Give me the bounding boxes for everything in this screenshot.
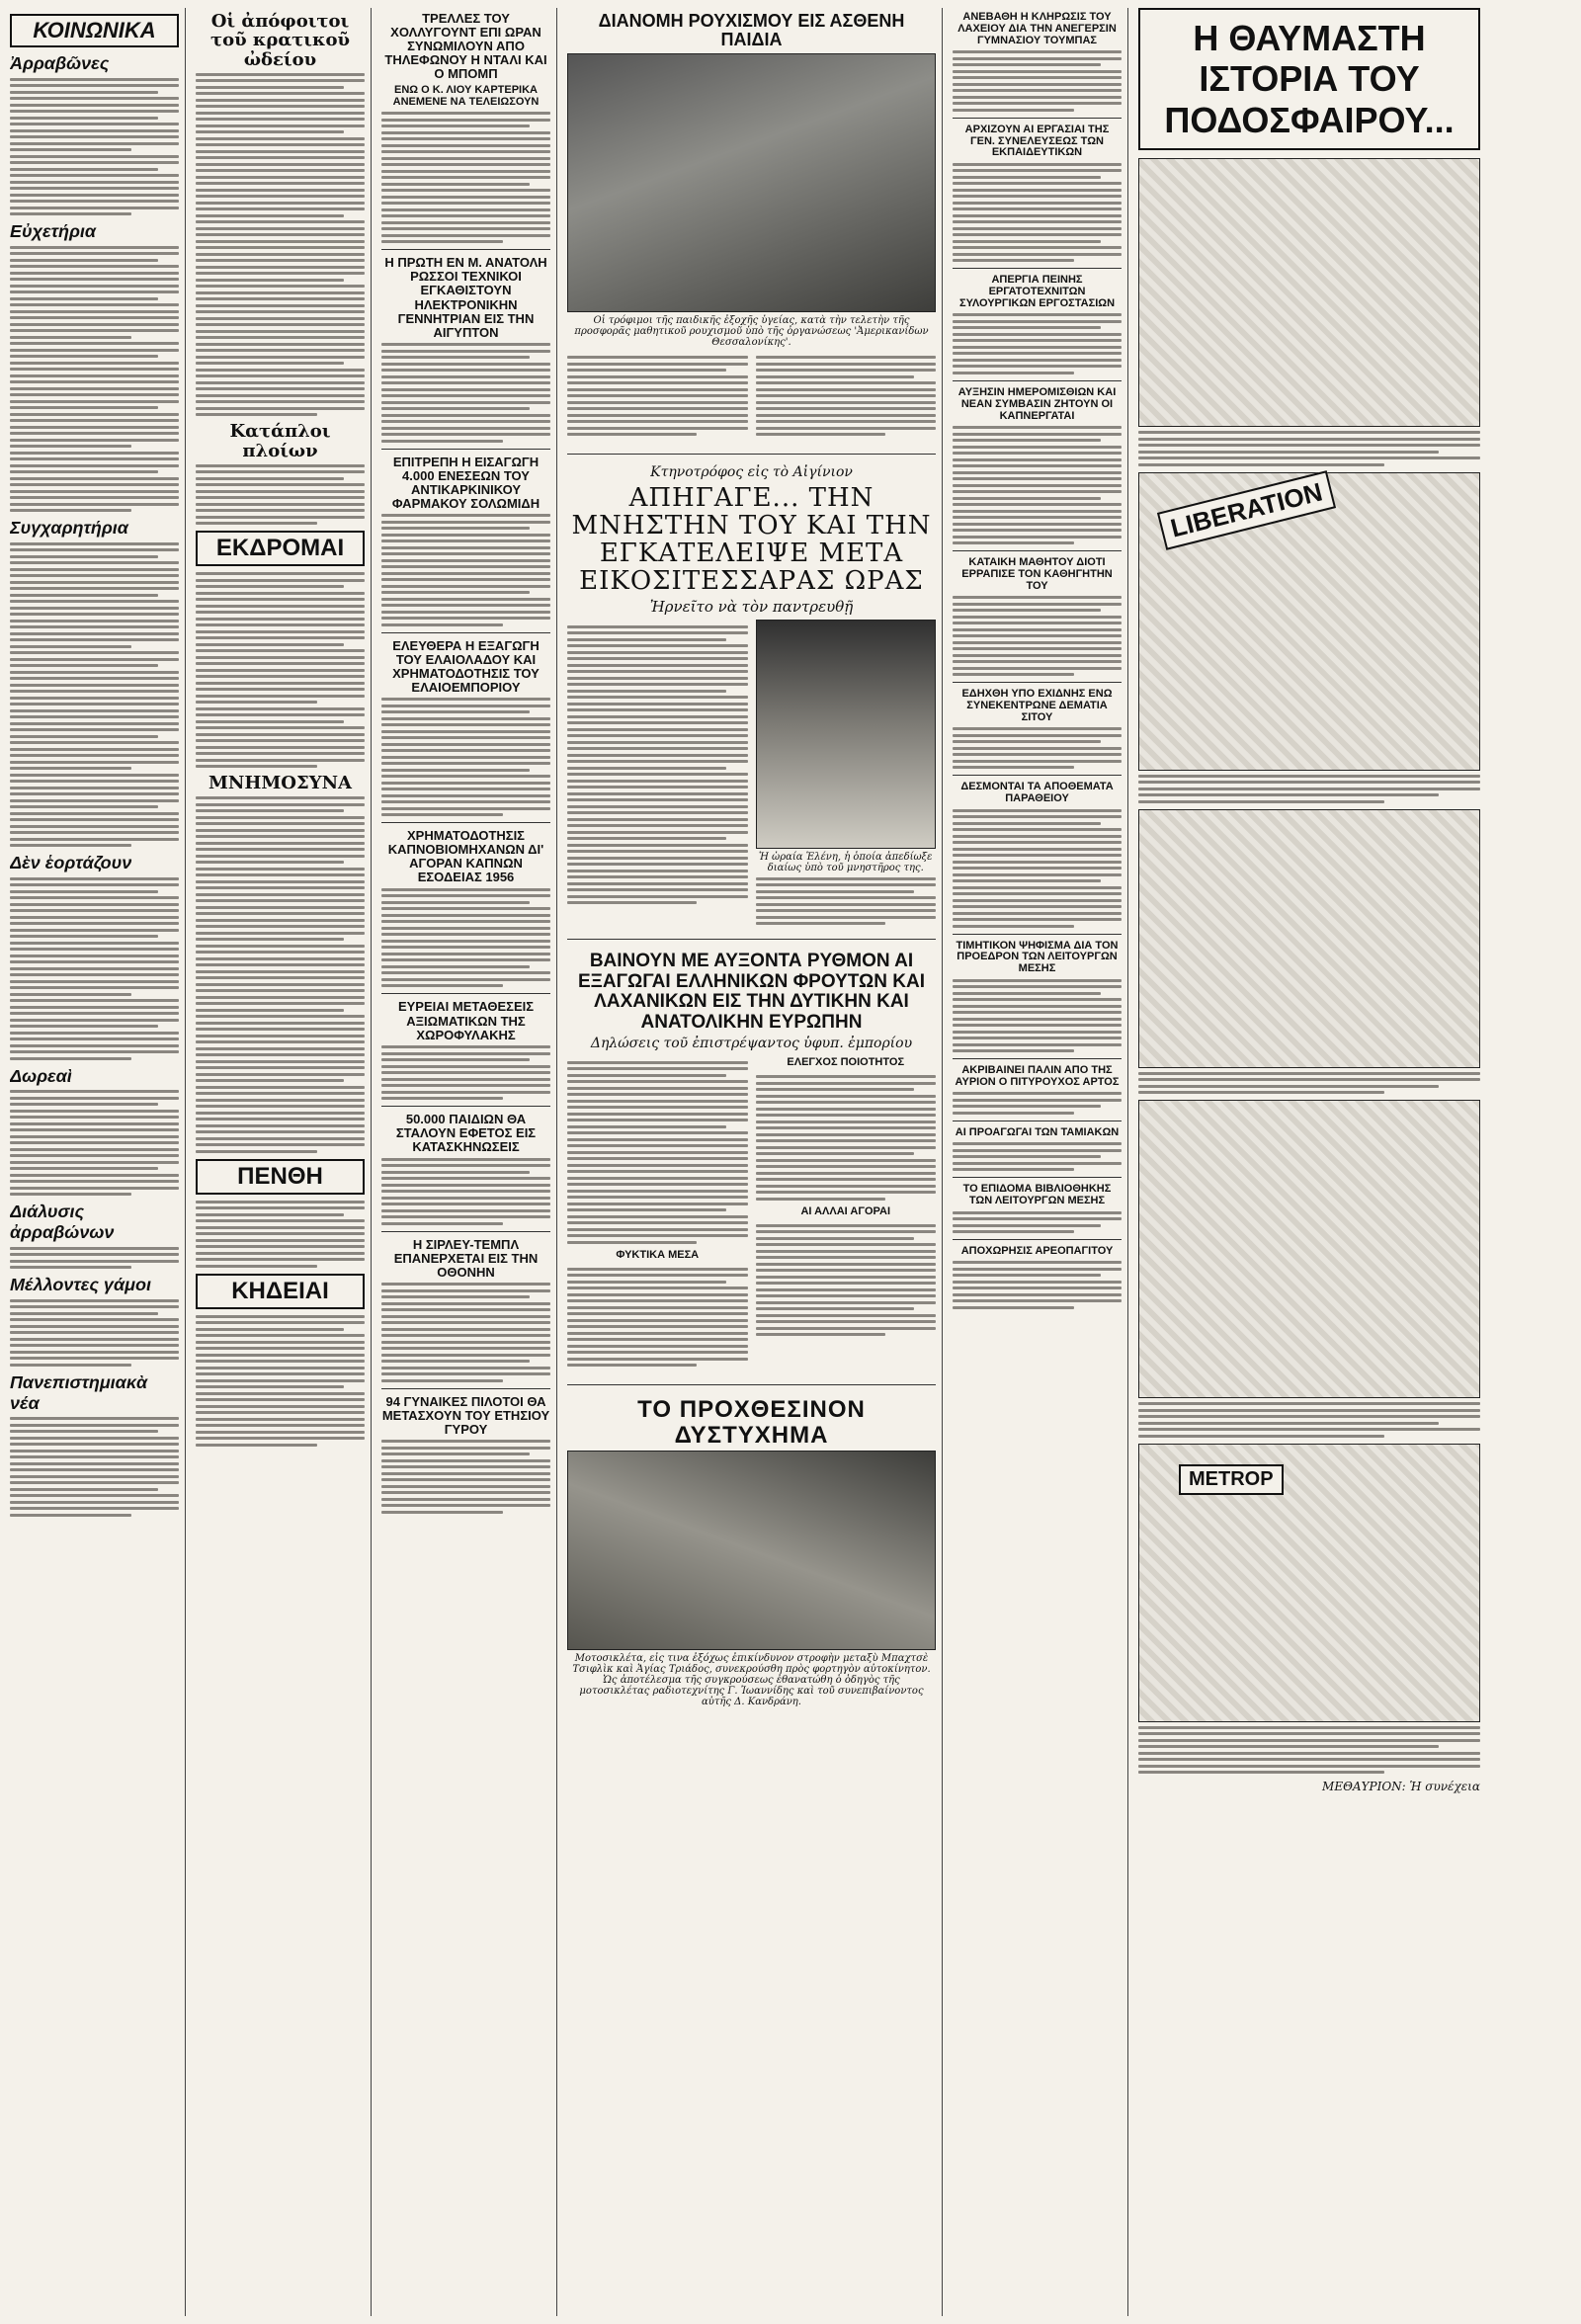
text-block bbox=[381, 698, 550, 816]
subheadline-exports: Δηλώσεις τοῦ ἐπιστρέψαντος ὑφυπ. ἐμπορίου bbox=[590, 1036, 913, 1052]
text-block bbox=[10, 877, 179, 1060]
text-block bbox=[756, 353, 937, 440]
headline-gendarmerie-transfers: ΕΥΡΕΙΑΙ ΜΕΤΑΘΕΣΕΙΣ ΑΞΙΩΜΑΤΙΚΩΝ ΤΗΣ ΧΩΡΟΦΥΛΑΚΗΣ bbox=[397, 999, 535, 1042]
story-accident bbox=[567, 1393, 936, 1711]
text-block bbox=[10, 1299, 179, 1367]
headline-shirley-temple: Η ΣΙΡΛΕΥ-ΤΕΜΠΛ ΕΠΑΝΕΡΧΕΤΑΙ ΕΙΣ ΤΗΝ ΟΘΟΝΗΝ bbox=[393, 1236, 539, 1280]
section-engagements: Ἀρραβῶνες bbox=[10, 53, 110, 73]
headline-children-camps: 50.000 ΠΑΙΔΙΩΝ ΘΑ ΣΤΑΛΟΥΝ ΕΦΕΤΟΣ ΕΙΣ ΚΑΤΑΣΚΗΝΩΣΕΙΣ bbox=[395, 1112, 537, 1155]
headline-anticancer-drug: ΕΠΙΤΡΕΠΗ Η ΕΙΣΑΓΩΓΗ 4.000 ΕΝΕΣΕΩΝ ΤΟΥ ΑΝΤΙΚΑΡΚΙΝΙΚΟΥ ΦΑΡΜΑΚΟΥ ΣΟΛΩΜΙΔΗ bbox=[391, 454, 541, 511]
headline-tobacco-financing: ΧΡΗΜΑΤΟΔΟΤΗΣΙΣ ΚΑΠΝΟΒΙΟΜΗΧΑΝΩΝ ΔΙ' ΑΓΟΡΑΝ ΚΑΠΝΩΝ ΕΣΟΔΕΙΑΣ 1956 bbox=[387, 828, 544, 885]
comic-panel-2 bbox=[1138, 472, 1480, 771]
headline-clothing-distribution: ΔΙΑΝΟΜΗ ΡΟΥΧΙΣΜΟΥ ΕΙΣ ΑΣΘΕΝΗ ΠΑΙΔΙΑ bbox=[598, 11, 905, 50]
subhead-other-markets: ΑΙ ΑΛΛΑΙ ΑΓΟΡΑΙ bbox=[800, 1204, 891, 1217]
text-block bbox=[567, 353, 748, 440]
text-block bbox=[381, 1283, 550, 1382]
comic-caption-1 bbox=[1138, 431, 1480, 466]
text-block bbox=[567, 1057, 748, 1370]
comic-panel-5 bbox=[1138, 1444, 1480, 1722]
comic-label-metrop: METROP bbox=[1179, 1464, 1284, 1495]
text-block bbox=[10, 1417, 179, 1517]
subhead-cooling: ΦΥΚΤΙΚΑ ΜΕΣΑ bbox=[616, 1248, 700, 1261]
section-title-social: ΚΟΙΝΩΝΙΚΑ bbox=[10, 14, 179, 47]
section-congratulations: Συγχαρητήρια bbox=[10, 518, 128, 538]
headline-conservatory-graduates: Οἱ ἀπόφοιτοι τοῦ κρατικοῦ ὠδείου bbox=[210, 11, 350, 70]
comic-label-liberation: LIBERATION bbox=[1157, 470, 1336, 550]
comic-continued: ΜΕΘΑΥΡΙΟΝ: Ἡ συνέχεια bbox=[1322, 1780, 1480, 1794]
story-exports bbox=[567, 948, 936, 1375]
text-block bbox=[756, 877, 937, 926]
text-block bbox=[196, 464, 365, 526]
text-block bbox=[953, 50, 1122, 112]
text-block bbox=[953, 426, 1122, 544]
photo-accident bbox=[567, 1451, 936, 1650]
text-block bbox=[10, 1247, 179, 1270]
headline-memorials: ΜΝΗΜΟΣΥΝΑ bbox=[208, 773, 352, 794]
text-block bbox=[10, 1090, 179, 1196]
comic-panel-1 bbox=[1138, 158, 1480, 427]
section-not-celebrating: Δὲν ἑορτάζουν bbox=[10, 853, 132, 872]
caption-children-ceremony: Οἱ τρόφιμοι τῆς παιδικῆς ἐξοχῆς ὑγείας, κατὰ τὴν τελετὴν τῆς προσφορᾶς μαθητικοῦ ρουχισμοῦ ὑπὸ τῆς ὀργανώσεως 'Ἀμερικανίδων Θεσσαλονίκης'. bbox=[574, 314, 929, 348]
text-block bbox=[953, 1092, 1122, 1115]
text-block bbox=[953, 313, 1122, 374]
text-block bbox=[196, 572, 365, 768]
text-block bbox=[953, 596, 1122, 676]
column-center bbox=[567, 8, 943, 2316]
text-block bbox=[196, 1315, 365, 1447]
column-briefs-right bbox=[953, 8, 1128, 2316]
headline-accident: ΤΟ ΠΡΟΧΘΕΣΙΝΟΝ ΔΥΣΤΥΧΗΜΑ bbox=[637, 1395, 866, 1449]
text-block bbox=[196, 796, 365, 1153]
headline-teachers-assembly: ΑΡΧΙΖΟΥΝ ΑΙ ΕΡΓΑΣΙΑΙ ΤΗΣ ΓΕΝ. ΣΥΝΕΛΕΥΣΕΩΣ ΤΩΝ ΕΚΠΑΙΔΕΥΤΙΚΩΝ bbox=[964, 123, 1110, 159]
comic-caption-4 bbox=[1138, 1402, 1480, 1438]
text-block bbox=[381, 112, 550, 243]
text-block bbox=[381, 1440, 550, 1514]
headline-student-slap: ΚΑΤΑΙΚΗ ΜΑΘΗΤΟΥ ΔΙΟΤΙ ΕΡΡΑΠΙΣΕ ΤΟΝ ΚΑΘΗΓΗΤΗΝ ΤΟΥ bbox=[961, 556, 1113, 592]
caption-accident: Μοτοσικλέτα, εἰς τινα ἐξόχως ἐπικίνδυνον στροφὴν μεταξὺ Μπαχτσὲ Τσιφλὶκ καὶ Ἁγίας Τριάδος, συνεκρούσθη πρὸς φορτηγὸν αὐτοκίνητον. Ὡς ἀποτέλεσμα τῆς συγκρούσεως ἐθανατώθη ὁ ὁδηγὸς τῆς μοτοσικλέτας ραδιοτεχνίτης Γ. Ἰωαννίδης καὶ τοῦ συνεπιβαίνοντος αὐτῆς Δ. Κανδράνη. bbox=[572, 1653, 931, 1708]
comic-caption-2 bbox=[1138, 775, 1480, 803]
text-block bbox=[381, 514, 550, 626]
text-block bbox=[196, 1201, 365, 1268]
subheadline-fiancee: Ἠρνεῖτο νὰ τὸν παντρευθῇ bbox=[649, 598, 854, 617]
text-block bbox=[381, 343, 550, 443]
headline-treasury-promotions: ΑΙ ΠΡΟΑΓΩΓΑΙ ΤΩΝ ΤΑΜΙΑΚΩΝ bbox=[955, 1125, 1120, 1138]
headline-ship-arrivals: Κατάπλοι πλοίων bbox=[229, 421, 331, 461]
photo-helen bbox=[756, 620, 937, 849]
story-fiancee bbox=[567, 462, 936, 931]
text-block bbox=[953, 1211, 1122, 1234]
headline-fiancee: ΑΠΗΓΑΓΕ... ΤΗΝ ΜΝΗΣΤΗΝ ΤΟΥ ΚΑΙ ΤΗΝ ΕΓΚΑΤΕΛΕΙΨΕ ΜΕΤΑ ΕΙΚΟΣΙΤΕΣΣΑΡΑΣ ΩΡΑΣ bbox=[571, 482, 932, 597]
comic-panel-4 bbox=[1138, 1100, 1480, 1398]
text-block bbox=[10, 246, 179, 513]
text-block bbox=[10, 78, 179, 216]
caption-helen: Ἡ ὡραία Ἑλένη, ἡ ὁποία ἀπεδίωξε διαίως ὑπὸ τοῦ μνηστῆρος της. bbox=[758, 852, 933, 874]
text-block bbox=[756, 1057, 937, 1370]
photo-children-ceremony bbox=[567, 53, 936, 312]
text-block bbox=[953, 809, 1122, 928]
text-block bbox=[381, 888, 550, 988]
headline-areopagite-retirement: ΑΠΟΧΩΡΗΣΙΣ ΑΡΕΟΠΑΓΙΤΟΥ bbox=[960, 1245, 1114, 1257]
headline-bread-prices: ΑΚΡΙΒΑΙΝΕΙ ΠΑΛΙΝ ΑΠΟ ΤΗΣ ΑΥΡΙΟΝ Ο ΠΙΤΥΡΟΥΧΟΣ ΑΡΤΟΣ bbox=[955, 1064, 1120, 1088]
headline-women-pilots: 94 ΓΥΝΑΙΚΕΣ ΠΙΛΟΤΟΙ ΘΑ ΜΕΤΑΣΧΟΥΝ ΤΟΥ ΕΤΗΣΙΟΥ ΓΥΡΟΥ bbox=[381, 1393, 550, 1437]
section-donations: Δωρεαὶ bbox=[10, 1065, 72, 1086]
text-block bbox=[953, 1142, 1122, 1171]
text-block bbox=[196, 73, 365, 417]
text-block bbox=[953, 979, 1122, 1053]
column-announcements bbox=[196, 8, 372, 2316]
text-block bbox=[953, 727, 1122, 769]
headline-viper-bite: ΕΔΗΧΘΗ ΥΠΟ ΕΧΙΔΝΗΣ ΕΝΩ ΣΥΝΕΚΕΝΤΡΩΝΕ ΔΕΜΑΤΙΑ ΣΙΤΟΥ bbox=[961, 688, 1113, 723]
headline-russian-technicians: Η ΠΡΩΤΗ ΕΝ Μ. ΑΝΑΤΟΛΗ ΡΩΣΣΟΙ ΤΕΧΝΙΚΟΙ ΕΓΚΑΘΙΣΤΟΥΝ ΗΛΕΚΤΡΟΝΙΚΗΝ ΓΕΝΝΗΤΡΙΑΝ ΕΙΣ ΤΗΝ ΑΙΓΥΠΤΟΝ bbox=[384, 255, 547, 340]
text-block bbox=[381, 1158, 550, 1225]
section-funerals: ΚΗΔΕΙΑΙ bbox=[196, 1274, 365, 1309]
comic-caption-3 bbox=[1138, 1072, 1480, 1095]
column-football-comic bbox=[1138, 8, 1486, 2316]
column-social bbox=[10, 8, 186, 2316]
section-engagement-dissolution: Διάλυσις ἀρραβώνων bbox=[10, 1202, 115, 1242]
section-excursions: ΕΚΔΡΟΜΑΙ bbox=[196, 531, 365, 566]
kicker-fiancee: Κτηνοτρόφος εἰς τὸ Αἰγίνιον bbox=[650, 463, 853, 480]
comic-panel-3 bbox=[1138, 809, 1480, 1068]
headline-honorary-resolution: ΤΙΜΗΤΙΚΟΝ ΨΗΦΙΣΜΑ ΔΙΑ ΤΟΝ ΠΡΟΕΔΡΟΝ ΤΩΝ ΛΕΙΤΟΥΡΓΩΝ ΜΕΣΗΣ bbox=[956, 939, 1119, 975]
section-future-weddings: Μέλλοντες γάμοι bbox=[10, 1275, 151, 1294]
text-block bbox=[10, 542, 179, 848]
comic-title: Η ΘΑΥΜΑΣΤΗ ΙΣΤΟΡΙΑ ΤΟΥ ΠΟΔΟΣΦΑΙΡΟΥ... bbox=[1138, 8, 1480, 150]
text-block bbox=[567, 622, 748, 925]
headline-library-allowance: ΤΟ ΕΠΙΔΟΜΑ ΒΙΒΛΙΟΘΗΚΗΣ ΤΩΝ ΛΕΙΤΟΥΡΓΩΝ ΜΕΣΗΣ bbox=[962, 1183, 1112, 1207]
section-bereavements: ΠΕΝΘΗ bbox=[196, 1159, 365, 1195]
headline-olive-oil-export: ΕΛΕΥΘΕΡΑ Η ΕΞΑΓΩΓΗ ΤΟΥ ΕΛΑΙΟΛΑΔΟΥ ΚΑΙ ΧΡΗΜΑΤΟΔΟΤΗΣΙΣ ΤΟΥ ΕΛΑΙΟΕΜΠΟΡΙΟΥ bbox=[392, 637, 540, 695]
headline-hunger-strike: ΑΠΕΡΓΙΑ ΠΕΙΝΗΣ ΕΡΓΑΤΟΤΕΧΝΙΤΩΝ ΣΥΛΟΥΡΓΙΚΩΝ ΕΡΓΟΣΤΑΣΙΩΝ bbox=[958, 274, 1116, 309]
headline-tobacco-workers: ΑΥΞΗΣΙΝ ΗΜΕΡΟΜΙΣΘΙΩΝ ΚΑΙ ΝΕΑΝ ΣΥΜΒΑΣΙΝ ΖΗΤΟΥΝ ΟΙ ΚΑΠΝΕΡΓΑΤΑΙ bbox=[957, 385, 1117, 422]
comic-caption-5 bbox=[1138, 1726, 1480, 1775]
text-block bbox=[953, 163, 1122, 263]
section-wishes: Εὐχετήρια bbox=[10, 221, 97, 241]
headline-lottery: ΑΝΕΒΑΘΗ Η ΚΛΗΡΩΣΙΣ ΤΟΥ ΛΑΧΕΙΟΥ ΔΙΑ ΤΗΝ ΑΝΕΓΕΡΣΙΝ ΓΥΜΝΑΣΙΟΥ ΤΟΥΜΠΑΣ bbox=[957, 11, 1117, 46]
text-block bbox=[381, 1045, 550, 1100]
text-block bbox=[953, 1261, 1122, 1309]
subheadline-hollywood: ΕΝΩ Ο Κ. ΛΙΟΥ ΚΑΡΤΕΡΙΚΑ ΑΝΕΜΕΝΕ ΝΑ ΤΕΛΕΙΩΣΟΥΝ bbox=[392, 84, 540, 109]
headline-sulfur-stocks: ΔΕΣΜΟΝΤΑΙ ΤΑ ΑΠΟΘΕΜΑΤΑ ΠΑΡΑΘΕΙΟΥ bbox=[960, 781, 1114, 805]
headline-hollywood: ΤΡΕΛΛΕΣ ΤΟΥ ΧΟΛΛΥΓΟΥΝΤ ΕΠΙ ΩΡΑΝ ΣΥΝΩΜΙΛΟΥΝ ΑΠΟ ΤΗΛΕΦΩΝΟΥ Η ΝΤΑΛΙ ΚΑΙ Ο ΜΠΟΜΠ bbox=[384, 11, 547, 82]
section-university-news: Πανεπιστημιακὰ νέα bbox=[10, 1371, 148, 1413]
column-news-briefs bbox=[381, 8, 557, 2316]
headline-exports: ΒΑΙΝΟΥΝ ΜΕ ΑΥΞΟΝΤΑ ΡΥΘΜΟΝ ΑΙ ΕΞΑΓΩΓΑΙ ΕΛΛΗΝΙΚΩΝ ΦΡΟΥΤΩΝ ΚΑΙ ΛΑΧΑΝΙΚΩΝ ΕΙΣ ΤΗΝ ΔΥΤΙΚΗΝ ΚΑΙ ΑΝΑΤΟΛΙΚΗΝ ΕΥΡΩΠΗΝ bbox=[577, 951, 925, 1033]
story-clothing-distribution bbox=[567, 8, 936, 446]
subhead-quality-control: ΕΛΕΓΧΟΣ ΠΟΙΟΤΗΤΟΣ bbox=[787, 1056, 905, 1069]
